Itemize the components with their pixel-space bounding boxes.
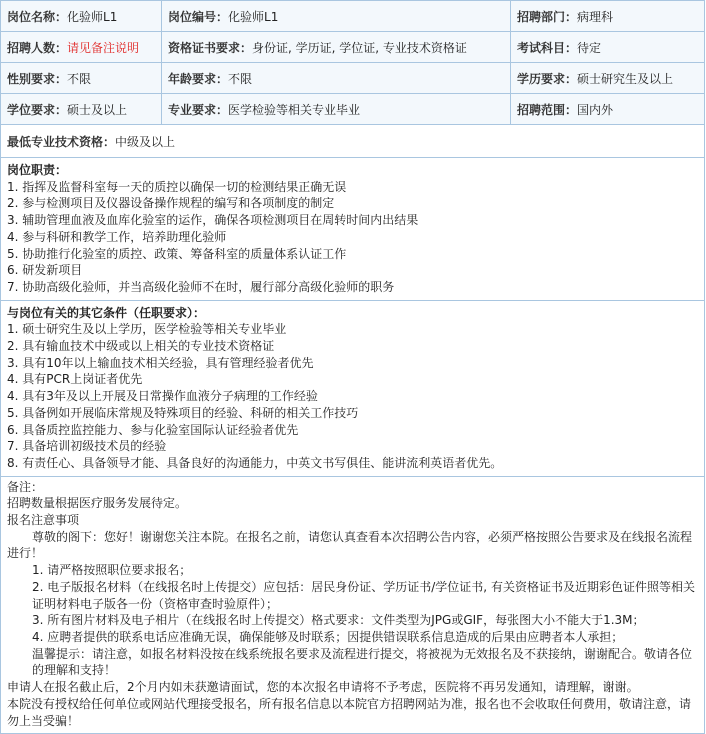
list-item: 6. 研发新项目 [7,263,83,278]
headcount-cell [1,32,162,63]
field-value: 医学检验等相关专业毕业 [228,102,361,117]
conditions-section [1,300,705,476]
field-label: 专业要求： [168,102,229,117]
education-cell [511,63,705,94]
field-label: 招聘人数： [7,40,68,55]
list-item: 6. 具备质控监控能力、参与化验室国际认证经验者优先 [7,422,299,437]
field-value: 待定 [577,40,602,55]
list-item: 4. 参与科研和教学工作，培养助理化验师 [7,229,227,244]
exam-subject-cell [511,32,705,63]
table-row [1,63,705,94]
table-row [1,1,705,32]
list-item: 3. 具有10年以上输血技术相关经验，具有管理经验者优先 [7,355,314,370]
notes-title: 备注： [7,479,44,494]
department-cell [511,1,705,32]
job-name-cell [1,1,162,32]
list-item: 2. 电子版报名材料（在线报名时上传提交）应包括：居民身份证、学历证书/学位证书, 有关资格证书及近期彩色证件照等相关证明材料电子版各一份（资格审查时验原件）； [32,579,695,611]
field-label: 岗位名称： [7,9,68,24]
field-label: 学位要求： [7,102,68,117]
list-item: 3. 辅助管理血液及血库化验室的运作，确保各项检测项目在周转时间内出结果 [7,213,419,228]
list-item: 2. 具有输血技术中级或以上相关的专业技术资格证 [7,339,275,354]
field-label: 岗位编号： [168,9,229,24]
field-value: 病理科 [577,9,614,24]
field-value: 不限 [67,71,92,86]
field-value: 硕士研究生及以上 [577,71,674,86]
field-label: 资格证书要求： [168,40,253,55]
duties-title: 岗位职责： [7,163,68,177]
list-item: 5. 具备例如开展临床常规及特殊项目的经验、科研的相关工作技巧 [7,405,359,420]
list-item: 7. 协助高级化验师，并当高级化验师不在时，履行部分高级化验师的职务 [7,279,395,294]
notes-line: 报名注意事项 [7,513,80,528]
field-label: 考试科目： [517,40,578,55]
list-item: 1. 硕士研究生及以上学历，医学检验等相关专业毕业 [7,322,287,337]
field-label: 招聘部门： [517,9,578,24]
list-item: 8. 有责任心、具备领导才能、具备良好的沟通能力，中英文书写俱佳、能讲流利英语者优先。 [7,455,503,470]
field-label: 招聘范围： [517,102,578,117]
field-label: 性别要求： [7,71,68,86]
job-code-cell [162,1,511,32]
field-label: 年龄要求： [168,71,229,86]
age-cell [162,63,511,94]
notes-line: 招聘数量根据医疗服务发展待定。 [7,496,188,511]
table-row [1,476,705,734]
notes-paragraph: 申请人在报名截止后，2个月内如未获邀请面试，您的本次报名申请将不予考虑，医院将不再另发通知，请理解，谢谢。 [7,680,639,695]
table-row [1,300,705,476]
notes-greeting: 尊敬的阁下：您好！谢谢您关注本院。在报名之前，请您认真查看本次招聘公告内容，必须严格按照公告要求及在线报名流程进行！ [7,529,693,561]
notes-paragraph: 本院没有授权给任何单位或网站代理接受报名，所有报名信息以本院官方招聘网站为准，报名也不会收取任何费用，敬请注意，请勿上当受骗！ [7,696,692,728]
list-item: 2. 参与检测项目及仪器设备操作规程的编写和各项制度的制定 [7,196,335,211]
list-item: 4. 具有3年及以上开展及日常操作血液分子病理的工作经验 [7,389,318,404]
recruit-scope-cell [511,94,705,125]
notes-reminder: 温馨提示：请注意，如报名材料没按在线系统报名要求及流程进行提交，将被视为无效报名及不获接纳，谢谢配合。敬请各位的理解和支持！ [32,646,693,678]
conditions-title: 与岗位有关的其它条件（任职要求）： [7,305,206,320]
table-row [1,158,705,301]
field-value: 化验师L1 [228,9,279,24]
field-label: 学历要求： [517,71,578,86]
field-value: 硕士及以上 [67,102,128,117]
list-item: 7. 具备培训初级技术员的经验 [7,439,167,454]
list-item: 3. 所有图片材料及电子相片（在线报名时上传提交）格式要求：文件类型为JPG或GIF，每张图大小不能大于1.3M； [32,613,645,628]
list-item: 1. 指挥及监督科室每一天的质控以确保一切的检测结果正确无误 [7,179,347,194]
field-value: 不限 [228,71,253,86]
field-value: 化验师L1 [67,9,118,24]
field-value: 国内外 [577,102,614,117]
table-row [1,32,705,63]
see-notes-link[interactable]: 请见备注说明 [67,40,140,55]
list-item: 5. 协助推行化验室的质控、政策、筹备科室的质量体系认证工作 [7,246,347,261]
degree-cell [1,94,162,125]
field-label: 最低专业技术资格： [7,134,116,149]
list-item: 4. 具有PCR上岗证者优先 [7,372,143,387]
notes-section [1,476,705,734]
gender-cell [1,63,162,94]
major-cell [162,94,511,125]
table-row [1,125,705,158]
list-item: 1. 请严格按照职位要求报名； [32,563,192,578]
table-row [1,94,705,125]
field-value: 身份证, 学历证, 学位证, 专业技术资格证 [252,40,467,55]
duties-section [1,158,705,301]
certificates-cell [162,32,511,63]
list-item: 4. 应聘者提供的联系电话应准确无误，确保能够及时联系；因提供错误联系信息造成的后果由应聘者本人承担； [32,629,624,644]
min-title-cell [1,125,705,158]
field-value: 中级及以上 [115,134,176,149]
